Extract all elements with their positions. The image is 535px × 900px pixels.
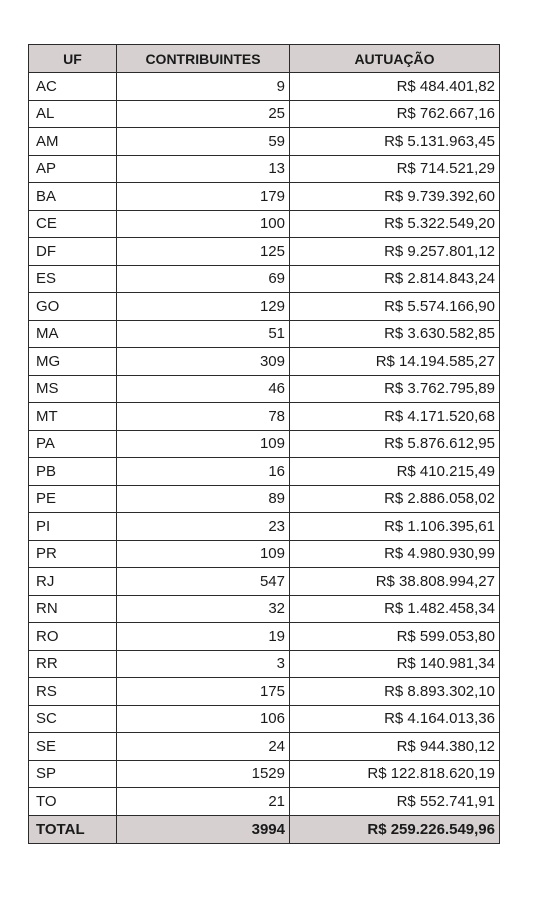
contribuintes-cell: 16 [117,458,290,486]
total-contribuintes: 3994 [117,815,290,843]
autuacao-cell: R$ 5.131.963,45 [290,128,500,156]
autuacao-cell: R$ 38.808.994,27 [290,568,500,596]
table-row [29,238,500,266]
table-row [29,73,500,101]
header-uf: UF [29,45,117,73]
uf-cell: ES [29,265,117,293]
contribuintes-cell: 19 [117,623,290,651]
autuacao-cell: R$ 9.739.392,60 [290,183,500,211]
contribuintes-cell: 179 [117,183,290,211]
autuacao-cell: R$ 2.814.843,24 [290,265,500,293]
table-body [29,73,500,816]
contribuintes-cell: 32 [117,595,290,623]
table-row [29,155,500,183]
uf-cell: SP [29,760,117,788]
table-row [29,458,500,486]
uf-cell: MS [29,375,117,403]
contribuintes-cell: 9 [117,73,290,101]
header-autuacao: AUTUAÇÃO [290,45,500,73]
uf-cell: RJ [29,568,117,596]
uf-cell: AL [29,100,117,128]
table-row [29,788,500,816]
contribuintes-cell: 51 [117,320,290,348]
uf-cell: PI [29,513,117,541]
contribuintes-cell: 3 [117,650,290,678]
table-row [29,650,500,678]
autuacao-cell: R$ 3.630.582,85 [290,320,500,348]
uf-cell: AC [29,73,117,101]
autuacao-cell: R$ 14.194.585,27 [290,348,500,376]
uf-cell: RR [29,650,117,678]
contribuintes-cell: 23 [117,513,290,541]
contribuintes-cell: 89 [117,485,290,513]
total-label: TOTAL [29,815,117,843]
header-row [29,45,500,73]
contribuintes-cell: 129 [117,293,290,321]
autuacao-cell: R$ 1.106.395,61 [290,513,500,541]
autuacao-cell: R$ 944.380,12 [290,733,500,761]
uf-cell: PA [29,430,117,458]
contribuintes-cell: 547 [117,568,290,596]
contribuintes-cell: 309 [117,348,290,376]
table-row [29,678,500,706]
autuacao-cell: R$ 4.980.930,99 [290,540,500,568]
autuacao-cell: R$ 3.762.795,89 [290,375,500,403]
table-row [29,568,500,596]
table-row [29,623,500,651]
uf-cell: PB [29,458,117,486]
autuacao-cell: R$ 552.741,91 [290,788,500,816]
autuacao-cell: R$ 140.981,34 [290,650,500,678]
autuacao-cell: R$ 5.876.612,95 [290,430,500,458]
autuacao-cell: R$ 4.164.013,36 [290,705,500,733]
autuacao-cell: R$ 122.818.620,19 [290,760,500,788]
contribuintes-cell: 106 [117,705,290,733]
table-row [29,485,500,513]
contribuintes-cell: 109 [117,430,290,458]
uf-cell: AM [29,128,117,156]
uf-cell: TO [29,788,117,816]
contribuintes-cell: 21 [117,788,290,816]
autuacao-cell: R$ 5.574.166,90 [290,293,500,321]
autuacao-cell: R$ 8.893.302,10 [290,678,500,706]
contribuintes-table [28,44,500,844]
table-row [29,540,500,568]
table-row [29,100,500,128]
uf-cell: GO [29,293,117,321]
contribuintes-cell: 69 [117,265,290,293]
autuacao-cell: R$ 762.667,16 [290,100,500,128]
autuacao-cell: R$ 714.521,29 [290,155,500,183]
autuacao-cell: R$ 1.482.458,34 [290,595,500,623]
autuacao-cell: R$ 4.171.520,68 [290,403,500,431]
uf-cell: BA [29,183,117,211]
autuacao-cell: R$ 484.401,82 [290,73,500,101]
contribuintes-cell: 175 [117,678,290,706]
contribuintes-cell: 100 [117,210,290,238]
autuacao-cell: R$ 2.886.058,02 [290,485,500,513]
contribuintes-cell: 1529 [117,760,290,788]
autuacao-cell: R$ 5.322.549,20 [290,210,500,238]
total-autuacao: R$ 259.226.549,96 [290,815,500,843]
contribuintes-cell: 78 [117,403,290,431]
table-row [29,128,500,156]
contribuintes-cell: 125 [117,238,290,266]
contribuintes-cell: 13 [117,155,290,183]
uf-cell: PR [29,540,117,568]
uf-cell: MG [29,348,117,376]
autuacao-cell: R$ 599.053,80 [290,623,500,651]
table-row [29,375,500,403]
table-row [29,348,500,376]
contribuintes-cell: 109 [117,540,290,568]
table-row [29,320,500,348]
table-row [29,760,500,788]
uf-cell: MT [29,403,117,431]
table-row [29,733,500,761]
uf-cell: RS [29,678,117,706]
header-contribuintes: CONTRIBUINTES [117,45,290,73]
contribuintes-cell: 25 [117,100,290,128]
uf-cell: DF [29,238,117,266]
uf-cell: RN [29,595,117,623]
uf-cell: RO [29,623,117,651]
uf-cell: CE [29,210,117,238]
table-row [29,430,500,458]
table-row [29,705,500,733]
autuacao-cell: R$ 9.257.801,12 [290,238,500,266]
contribuintes-cell: 59 [117,128,290,156]
uf-cell: SE [29,733,117,761]
table-row [29,265,500,293]
uf-cell: MA [29,320,117,348]
table-row [29,183,500,211]
table-row [29,293,500,321]
table-row [29,513,500,541]
table-row [29,210,500,238]
contribuintes-cell: 46 [117,375,290,403]
autuacao-cell: R$ 410.215,49 [290,458,500,486]
table-row [29,403,500,431]
uf-cell: PE [29,485,117,513]
table-row [29,595,500,623]
uf-cell: SC [29,705,117,733]
total-row [29,815,500,843]
uf-cell: AP [29,155,117,183]
contribuintes-cell: 24 [117,733,290,761]
